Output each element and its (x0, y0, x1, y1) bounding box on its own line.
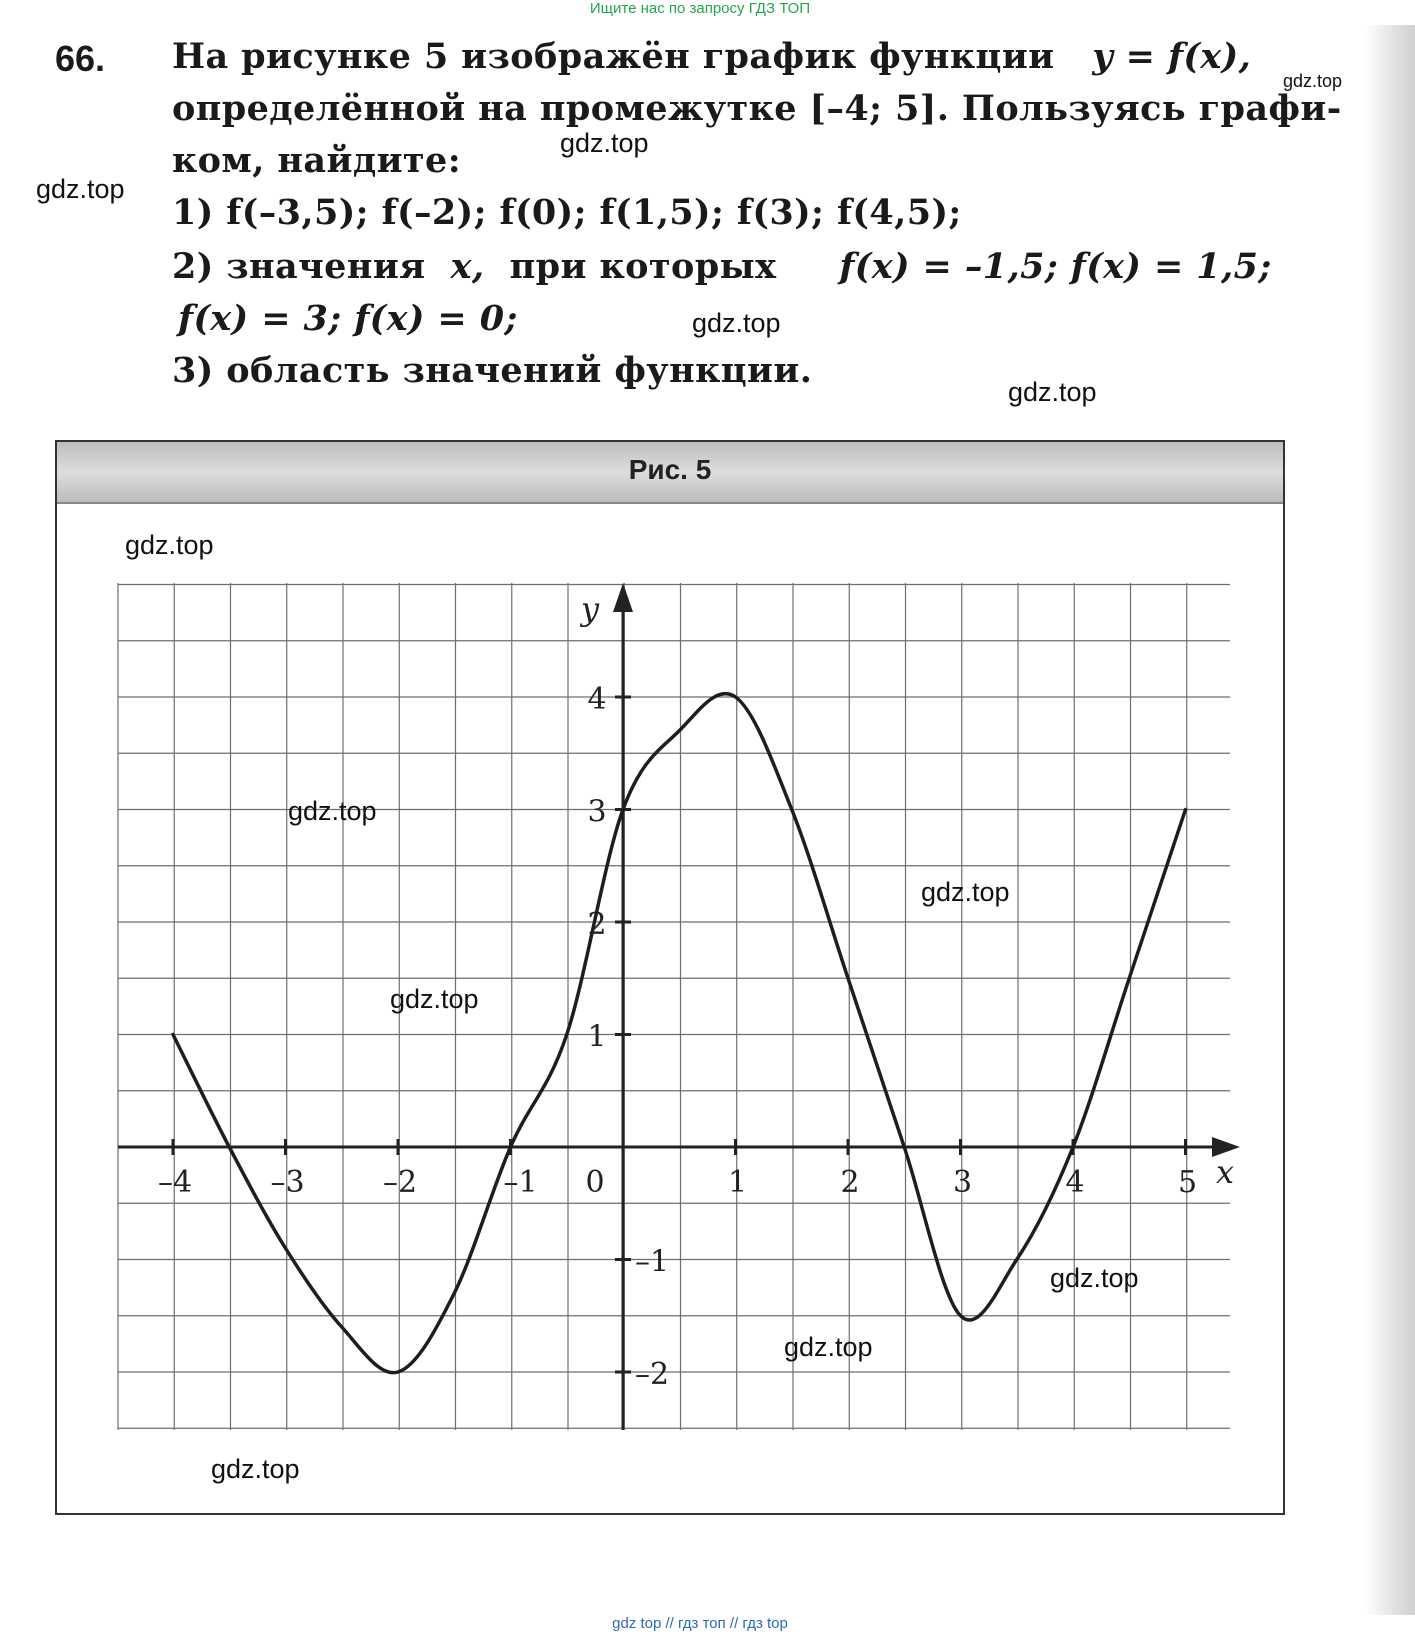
problem-number: 66. (55, 38, 106, 79)
task-2-condition: при которых (509, 246, 777, 287)
task-1-line: 1) f(–3,5); f(–2); f(0); f(1,5); f(3); f(4,5); (172, 192, 962, 233)
figure-caption: Рис. 5 (628, 454, 712, 485)
y-tick-label-4: 3 (587, 794, 607, 830)
problem-line-3: ком, найдите: (172, 140, 462, 181)
x-tick-label-9: 5 (1177, 1165, 1198, 1200)
watermark-6: gdz.top (125, 530, 214, 560)
task-2-x: x, (450, 246, 485, 287)
watermark-7: gdz.top (288, 796, 377, 826)
y-axis-label: y (581, 590, 600, 628)
watermark-9: gdz.top (390, 984, 479, 1014)
watermark-4: gdz.top (692, 308, 781, 338)
watermark-12: gdz.top (211, 1454, 300, 1484)
y-tick-label-1: –1 (635, 1244, 670, 1280)
x-tick-label-0: –4 (157, 1165, 193, 1200)
bottom-banner: gdz top // гдз топ // гдз top (612, 1615, 788, 1632)
x-tick-label-3: –1 (503, 1165, 538, 1200)
task-2-values-cont: f(x) = 3; f(x) = 0; (178, 298, 518, 339)
watermark-1: gdz.top (1283, 71, 1343, 91)
y-tick-label-0: –2 (635, 1357, 670, 1392)
x-tick-label-1: –3 (270, 1165, 305, 1200)
watermark-5: gdz.top (1008, 377, 1097, 407)
x-tick-label-4: 0 (585, 1165, 605, 1200)
y-tick-label-2: 1 (587, 1019, 607, 1055)
watermark-11: gdz.top (784, 1332, 873, 1362)
watermark-2: gdz.top (560, 128, 649, 158)
problem-line-2: определённой на промежутке [–4; 5]. Пользуясь графи- (172, 88, 1342, 129)
x-axis-label: x (1216, 1153, 1235, 1191)
watermark-3: gdz.top (36, 174, 125, 204)
y-axis-arrow (613, 583, 633, 612)
y-tick-label-3: 2 (587, 907, 607, 942)
task-2-values: f(x) = –1,5; f(x) = 1,5; (839, 246, 1272, 287)
x-tick-label-5: 1 (727, 1165, 748, 1200)
watermark-8: gdz.top (921, 877, 1010, 907)
problem-line-1-formula: y = f(x), (1092, 36, 1252, 77)
x-tick-label-8: 4 (1065, 1165, 1085, 1200)
problem-line-1-text: На рисунке 5 изображён график функции (172, 36, 1055, 77)
x-tick-label-6: 2 (840, 1165, 860, 1200)
x-tick-label-7: 3 (952, 1165, 973, 1200)
top-banner: Ищите нас по запросу ГДЗ ТОП (589, 0, 811, 17)
task-2-label: 2) значения (172, 246, 426, 287)
task-3-line: 3) область значений функции. (172, 350, 813, 391)
watermark-10: gdz.top (1050, 1263, 1139, 1293)
y-tick-label-5: 4 (587, 682, 607, 717)
x-tick-label-2: –2 (382, 1165, 418, 1200)
